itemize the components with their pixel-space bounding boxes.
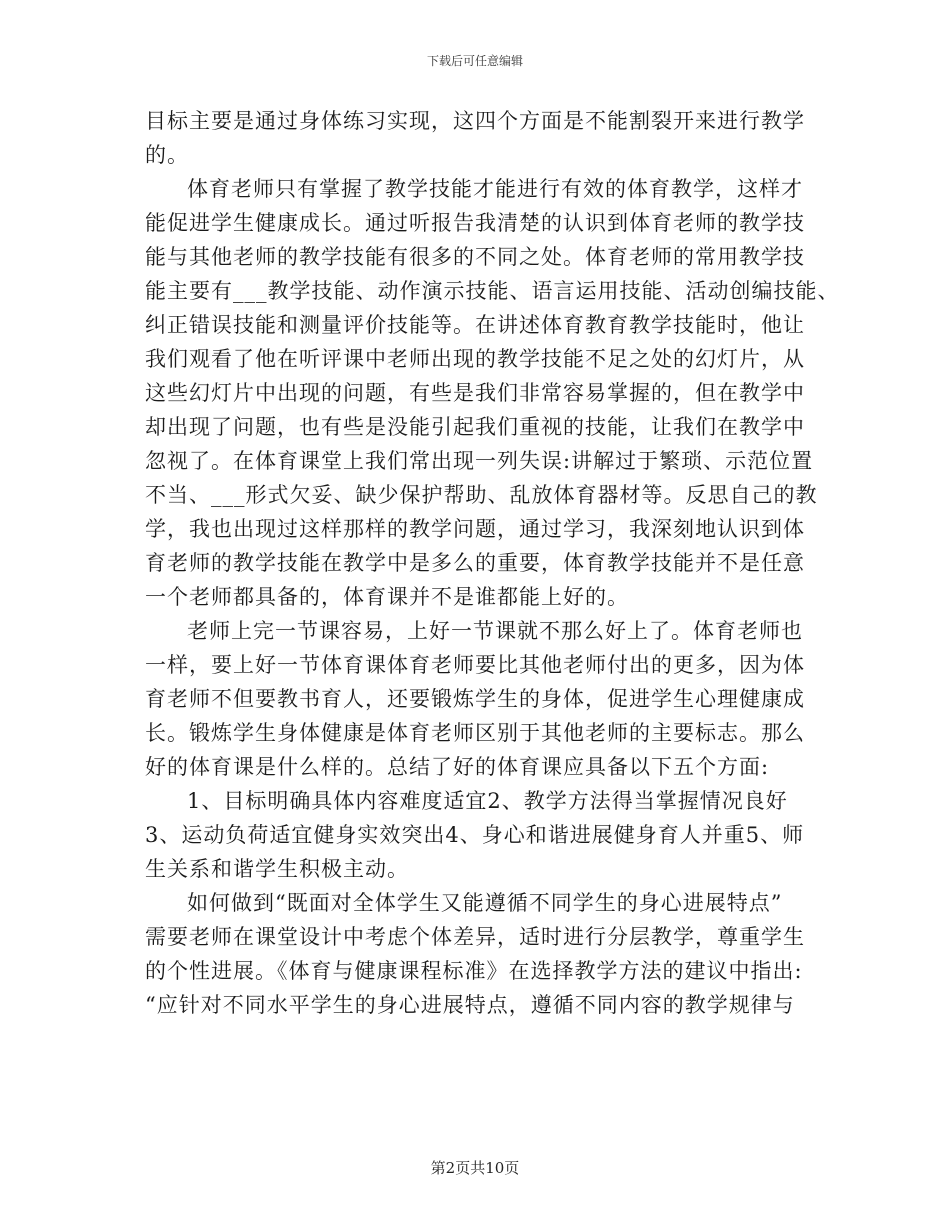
page-header-note: 下载后可任意编辑 <box>426 54 523 68</box>
paragraph-start: 老师上完一节课容易，上好一节课就不那么好上了。体育老师也 <box>187 619 803 643</box>
text-line: 学，我也出现过这样那样的教学问题，通过学习，我深刻地认识到体 <box>145 517 805 541</box>
text-line: 育老师不但要教书育人，还要锻炼学生的身体，促进学生心理健康成 <box>145 687 805 711</box>
text-line: 3、运动负荷适宜健身实效突出4、身心和谐进展健身育人并重5、师 <box>145 823 805 847</box>
text-line: 我们观看了他在听评课中老师出现的教学技能不足之处的幻灯片，从 <box>145 347 805 371</box>
text-line: 却出现了问题，也有些是没能引起我们重视的技能，让我们在教学中 <box>145 415 805 439</box>
text-line: 的个性进展。《体育与健康课程标准》在选择教学方法的建议中指出: <box>145 959 803 983</box>
text-line: 一样，要上好一节体育课体育老师要比其他老师付出的更多，因为体 <box>145 653 805 677</box>
text-line: 的。 <box>145 143 189 167</box>
paragraph-start: 体育老师只有掌握了教学技能才能进行有效的体育教学，这样才 <box>187 177 803 201</box>
paragraph-start: 如何做到“既面对全体学生又能遵循不同学生的身心进展特点” <box>187 891 783 915</box>
text-line: 不当、___形式欠妥、缺少保护帮助、乱放体育器材等。反思自己的教 <box>145 483 818 507</box>
text-line: “应针对不同水平学生的身心进展特点，遵循不同内容的教学规律与 <box>145 993 795 1017</box>
text-line: 育老师的教学技能在教学中是多么的重要，体育教学技能并不是任意 <box>145 551 805 575</box>
text-line: 忽视了。在体育课堂上我们常出现一列失误:讲解过于繁琐、示范位置 <box>145 449 814 473</box>
text-line: 生关系和谐学生积极主动。 <box>145 857 409 881</box>
text-line: 目标主要是通过身体练习实现，这四个方面是不能割裂开来进行教学 <box>145 109 805 133</box>
text-line: 能与其他老师的教学技能有很多的不同之处。体育老师的常用教学技 <box>145 245 805 269</box>
document-body <box>145 104 840 1022</box>
text-line: 能促进学生健康成长。通过听报告我清楚的认识到体育老师的教学技 <box>145 211 805 235</box>
text-line: 纠正错误技能和测量评价技能等。在讲述体育教育教学技能时，他让 <box>145 313 805 337</box>
page-number: 第2页共10页 <box>430 1159 520 1177</box>
paragraph-start: 1、目标明确具体内容难度适宜2、教学方法得当掌握情况良好 <box>187 789 788 813</box>
text-line: 能主要有___教学技能、动作演示技能、语言运用技能、活动创编技能、 <box>145 279 840 303</box>
text-line: 一个老师都具备的，体育课并不是谁都能上好的。 <box>145 585 629 609</box>
text-line: 需要老师在课堂设计中考虑个体差异，适时进行分层教学，尊重学生 <box>145 925 805 949</box>
text-line: 好的体育课是什么样的。总结了好的体育课应具备以下五个方面: <box>145 755 770 779</box>
text-line: 长。锻炼学生身体健康是体育老师区别于其他老师的主要标志。那么 <box>145 721 805 745</box>
text-line: 这些幻灯片中出现的问题，有些是我们非常容易掌握的，但在教学中 <box>145 381 805 405</box>
